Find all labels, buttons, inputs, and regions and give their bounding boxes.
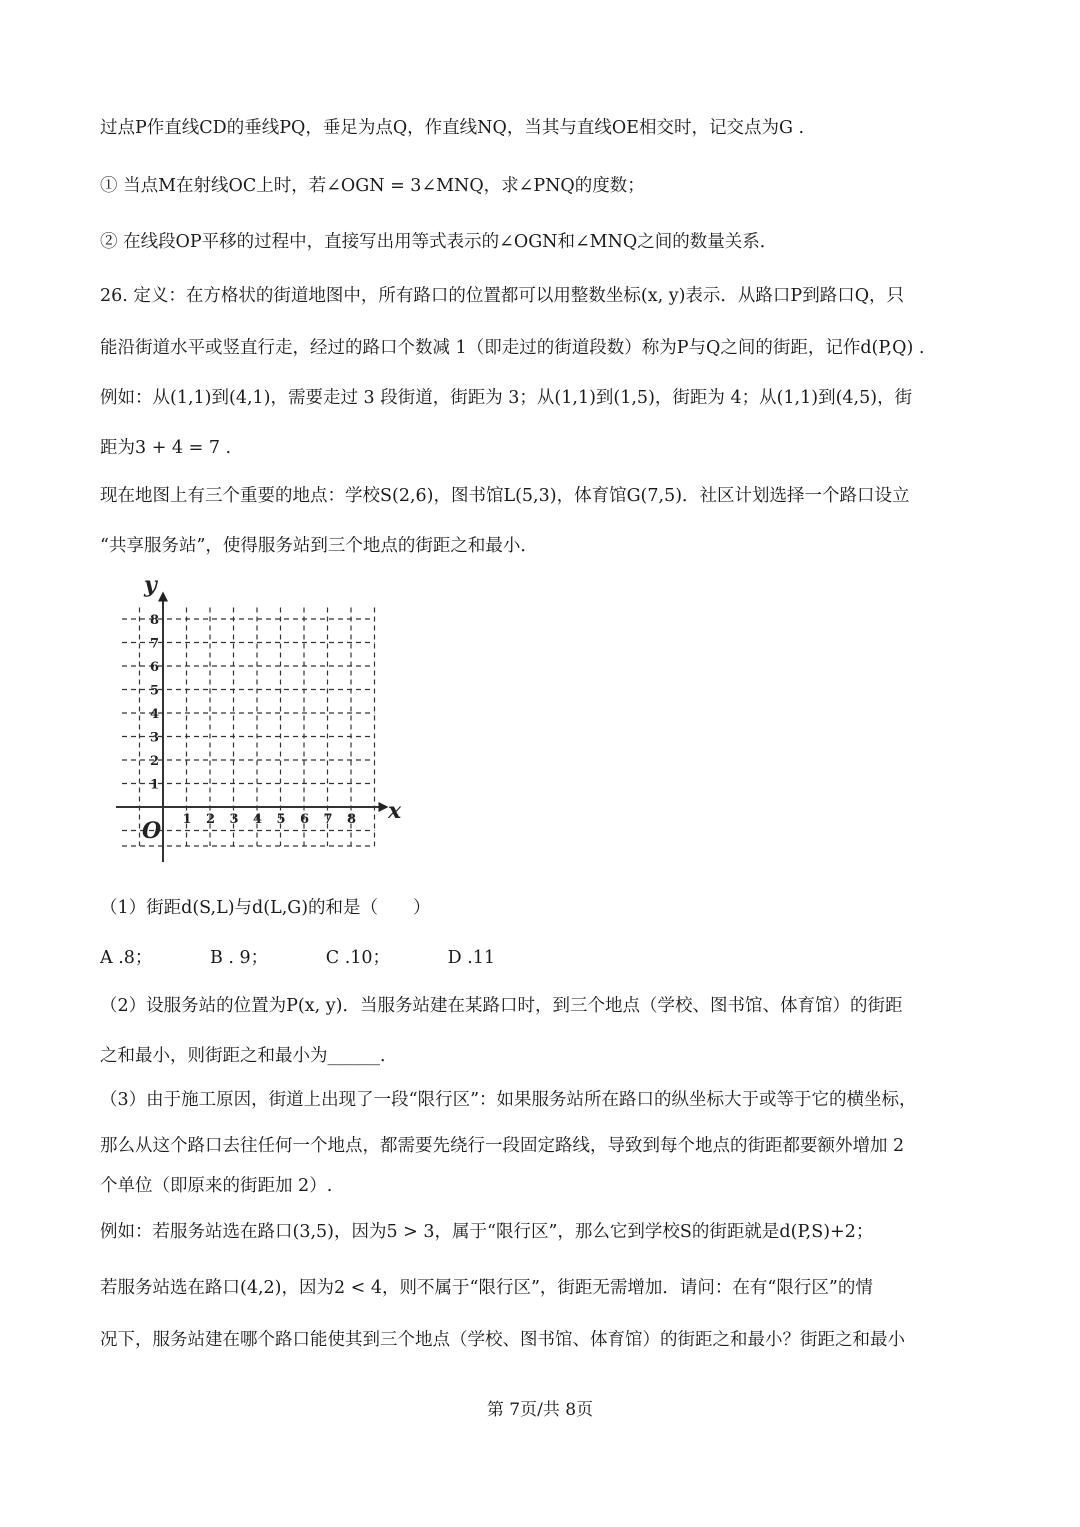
option-b: B . 9； [209,948,269,968]
option-c: C .10； [325,948,391,968]
y-tick-label: 2 [150,754,160,769]
y-tick-label: 8 [150,613,160,628]
origin-label: O [142,818,162,844]
x-axis-arrow [379,802,389,812]
question-3-line-4: 例如：若服务站选在路口(3,5)，因为5 > 3，属于“限行区”，那么它到学校S的街距就是d(P,S)+2； [100,1222,874,1242]
line-3: ② 在线段OP平移的过程中，直接写出用等式表示的∠OGN和∠MNQ之间的数量关系． [100,232,778,252]
option-a: A .8； [100,948,153,968]
y-tick-label: 7 [150,636,160,652]
x-tick-label: 3 [229,812,239,827]
line-7: 距为3 + 4 = 7 . [100,438,232,458]
line-2: ① 当点M在射线OC上时，若∠OGN = 3∠MNQ，求∠PNQ的度数； [100,176,645,196]
coordinate-grid [108,572,408,872]
grid-figure [108,572,408,872]
x-tick-label: 4 [253,812,263,827]
question-3-line-2: 那么从这个路口去往任何一个地点，都需要先绕行一段固定路线，导致到每个地点的街距都要额外增加 2 [100,1136,905,1156]
x-tick-label: 1 [182,812,192,827]
y-tick-label: 5 [150,683,160,699]
question-1: （1）街距d(S,L)与d(L,G)的和是（ ） [100,898,431,918]
line-6: 例如：从(1,1)到(4,1)，需要走过 3 段街道，街距为 3；从(1,1)到(1,5)，街距为 4；从(1,1)到(4,5)，街 [100,388,913,408]
y-axis-arrow [158,592,168,602]
x-tick-label: 7 [323,812,333,827]
page-footer: 第 7页/共 8页 [486,1400,594,1420]
question-2-line-2: 之和最小，则街距之和最小为______． [100,1046,398,1066]
y-tick-label: 1 [150,777,160,793]
line-9: “共享服务站”，使得服务站到三个地点的街距之和最小． [100,536,538,556]
y-tick-label: 4 [150,707,160,722]
question-3-line-3: 个单位（即原来的街距加 2）. [100,1176,333,1196]
x-tick-label: 2 [206,812,216,827]
x-tick-label: 6 [300,812,310,827]
option-d: D .11 [447,948,496,968]
options-row [100,950,547,968]
question-3-line-1: （3）由于施工原因，街道上出现了一段“限行区”：如果服务站所在路口的纵坐标大于或等于它的横坐标， [100,1090,917,1110]
question-2-line-1: （2）设服务站的位置为P(x, y)．当服务站建在某路口时，到三个地点（学校、图书馆、体育馆）的街距 [100,996,903,1016]
line-5: 能沿街道水平或竖直行走，经过的路口个数减 1（即走过的街道段数）称为P与Q之间的街距，记作d(P,Q) . [100,338,925,358]
question-3-line-6: 况下，服务站建在哪个路口能使其到三个地点（学校、图书馆、体育馆）的街距之和最小？街距之和最小 [100,1330,905,1350]
line-8: 现在地图上有三个重要的地点：学校S(2,6)，图书馆L(5,3)，体育馆G(7,5)．社区计划选择一个路口设立 [100,486,910,506]
line-1: 过点P作直线CD的垂线PQ，垂足为点Q，作直线NQ，当其与直线OE相交时，记交点为G . [100,118,805,138]
line-4: 26. 定义：在方格状的街道地图中，所有路口的位置都可以用整数坐标(x, y)表示．从路口P到路口Q，只 [100,286,905,306]
x-tick-label: 8 [347,812,357,827]
y-tick-label: 6 [150,660,160,675]
y-axis-label: y [144,572,157,598]
question-3-line-5: 若服务站选在路口(4,2)，因为2 < 4，则不属于“限行区”，街距无需增加．请问：在有“限行区”的情 [100,1278,873,1298]
x-tick-label: 5 [276,812,286,827]
y-tick-label: 3 [150,730,160,746]
x-axis-label: x [388,798,402,824]
